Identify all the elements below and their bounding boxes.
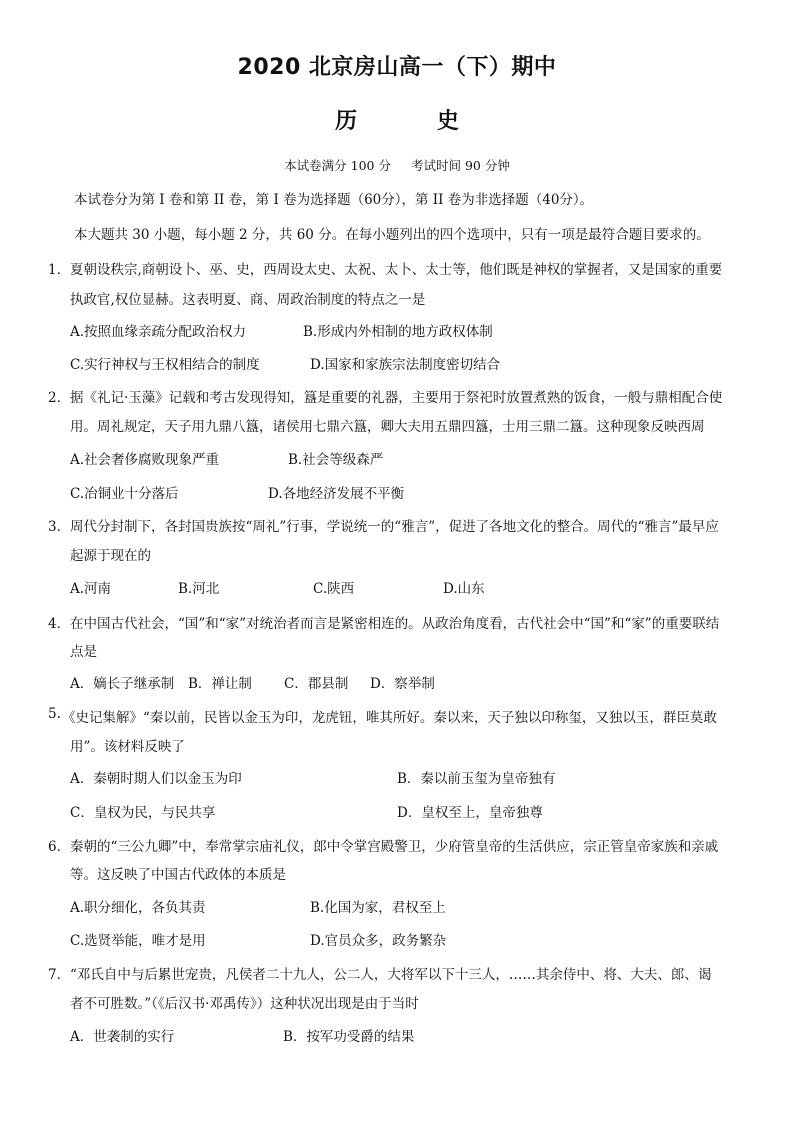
question-2-option-d: D.各地经济发展不平衡 xyxy=(268,486,405,502)
question-5-line-1: 《史记集解》“秦以前，民皆以金玉为印，龙虎钮，唯其所好。秦以来，天子独以印称玺，又独以玉，群臣莫敢 xyxy=(62,710,717,726)
question-3-option-b: B.河北 xyxy=(178,581,220,597)
question-6-line-1: 秦朝的“三公九卿”中，奉常掌宗庙礼仪，郎中令掌宫殿警卫，少府管皇帝的生活供应，宗正管皇帝家族和亲戚 xyxy=(70,839,719,855)
question-6-line-2: 等。这反映了中国古代政体的本质是 xyxy=(70,867,286,883)
question-5-number: 5. xyxy=(48,706,61,722)
question-7-option-b: B．按军功受爵的结果 xyxy=(283,1029,415,1045)
question-5-line-2: 用”。该材料反映了 xyxy=(70,739,185,755)
question-3-line-1: 周代分封制下，各封国贵族按“周礼”行事，学说统一的“雅言”，促进了各地文化的整合。周代的“雅言”最早应 xyxy=(70,519,719,535)
question-2-option-b: B.社会等级森严 xyxy=(288,452,384,468)
question-4-option-b: B．禅让制 xyxy=(188,676,252,692)
question-6-option-c: C.选贤举能，唯才是用 xyxy=(70,933,206,949)
question-3-option-c: C.陕西 xyxy=(313,581,355,597)
question-2-line-2: 用。周礼规定，天子用九鼎八簋，诸侯用七鼎六簋，卿大夫用五鼎四簋，士用三鼎二簋。这种现象反映西周 xyxy=(70,419,705,435)
question-3-option-a: A.河南 xyxy=(70,581,112,597)
question-7-option-a: A．世袭制的实行 xyxy=(70,1029,175,1045)
question-1-line-2: 执政官,权位显赫。这表明夏、商、周政治制度的特点之一是 xyxy=(70,292,426,308)
question-4-number: 4． xyxy=(48,616,71,632)
intro-line-2: 本大题共 30 小题，每小题 2 分，共 60 分。在每小题列出的四个选项中，只有一项是最符合题目要求的。 xyxy=(74,227,710,243)
question-1-number: 1． xyxy=(48,262,71,278)
question-7-number: 7． xyxy=(48,967,71,983)
question-1-option-b: B.形成内外相制的地方政权体制 xyxy=(303,324,493,340)
question-1-line-1: 夏朝设秩宗,商朝设卜、巫、史，西周设太史、太祝、太卜、太士等，他们既是神权的掌握者，又是国家的重要 xyxy=(70,262,723,278)
exam-title: 2020 北京房山高一（下）期中 xyxy=(237,55,557,80)
question-4-line-1: 在中国古代社会，“国”和“家”对统治者而言是紧密相连的。从政治角度看，古代社会中“国”和“家”的重要联结 xyxy=(70,616,720,632)
question-2-option-c: C.冶铜业十分落后 xyxy=(70,486,179,502)
question-2-line-1: 据《礼记·玉藻》记载和考古发现得知，簋是重要的礼器，主要用于祭祀时放置煮熟的饭食，一般与鼎相配合使 xyxy=(70,390,723,406)
full-score-text: 本试卷满分 100 分 xyxy=(284,158,391,173)
question-4-option-c: C．郡县制 xyxy=(284,676,349,692)
exam-time-text: 考试时间 90 分钟 xyxy=(410,158,510,173)
question-5-option-a: A．秦朝时期人们以金玉为印 xyxy=(70,771,242,787)
exam-meta xyxy=(0,156,794,174)
question-4-option-a: A．嫡长子继承制 xyxy=(70,676,175,692)
question-6-option-b: B.化国为家，君权至上 xyxy=(310,900,446,916)
question-5-option-c: C．皇权为民，与民共享 xyxy=(70,805,216,821)
question-2-number: 2． xyxy=(48,390,71,406)
subject-title: 历 史 xyxy=(335,109,495,134)
question-6-option-a: A.职分细化，各负其责 xyxy=(70,900,206,916)
question-4-option-d: D．察举制 xyxy=(370,676,435,692)
question-1-option-d: D.国家和家族宗法制度密切结合 xyxy=(310,357,501,373)
question-4-line-2: 点是 xyxy=(70,644,97,660)
question-5-option-b: B．秦以前玉玺为皇帝独有 xyxy=(397,771,556,787)
question-7-line-2: 者不可胜数。”（《后汉书·邓禹传》）这种状况出现是由于当时 xyxy=(70,996,419,1012)
question-5-option-d: D．皇权至上，皇帝独尊 xyxy=(397,805,543,821)
question-1-option-a: A.按照血缘亲疏分配政治权力 xyxy=(70,324,247,340)
intro-line-1: 本试卷分为第 I 卷和第 II 卷，第 I 卷为选择题（60分），第 II 卷为非选择题（40分）。 xyxy=(74,192,594,208)
question-2-option-a: A.社会奢侈腐败现象严重 xyxy=(70,452,220,468)
question-6-number: 6． xyxy=(48,839,71,855)
question-6-option-d: D.官员众多，政务繁杂 xyxy=(310,933,447,949)
question-3-number: 3． xyxy=(48,519,71,535)
question-7-line-1: “邓氏自中与后累世宠贵，凡侯者二十九人，公二人，大将军以下十三人，……其余侍中、将、大夫、郎、谒 xyxy=(70,967,712,983)
question-3-option-d: D.山东 xyxy=(443,581,485,597)
question-1-option-c: C.实行神权与王权相结合的制度 xyxy=(70,357,260,373)
question-3-line-2: 起源于现在的 xyxy=(70,548,151,564)
